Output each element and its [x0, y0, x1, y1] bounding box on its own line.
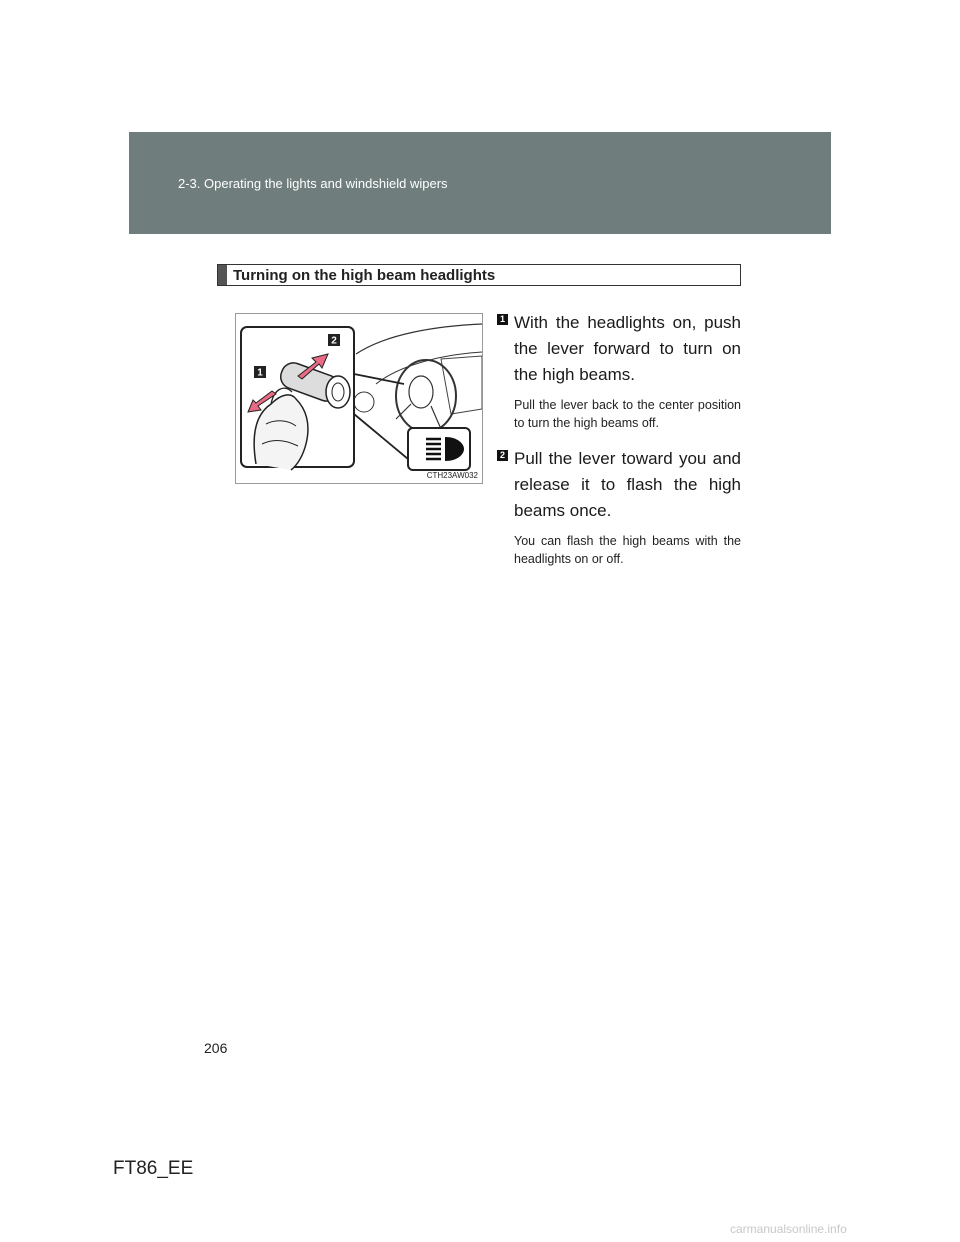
step-text: Pull the lever toward you and release it to flash the high beams once.	[514, 449, 741, 520]
step-note: Pull the lever back to the center position to turn the high beams off.	[514, 398, 741, 430]
section-heading	[217, 264, 741, 286]
step-number: 1	[497, 314, 508, 325]
callout-1: 1	[257, 367, 263, 379]
step-text: With the headlights on, push the lever forward to turn on the high beams.	[514, 313, 741, 384]
lever-illustration-drawing	[236, 314, 482, 483]
section-title: Turning on the high beam headlights	[233, 267, 496, 284]
callout-2: 2	[331, 335, 337, 347]
watermark: carmanualsonline.info	[730, 1222, 847, 1236]
section-heading-bar	[218, 265, 227, 285]
step-number: 2	[497, 450, 508, 461]
page-number: 206	[204, 1040, 228, 1056]
document-code: FT86_EE	[113, 1158, 194, 1179]
step-2	[497, 446, 741, 568]
step-note: You can flash the high beams with the headlights on or off.	[514, 534, 741, 566]
figure-code: CTH23AW032	[426, 471, 478, 480]
section-breadcrumb: 2-3. Operating the lights and windshield wipers	[178, 176, 448, 191]
step-1	[497, 310, 741, 432]
lever-illustration	[235, 313, 483, 484]
